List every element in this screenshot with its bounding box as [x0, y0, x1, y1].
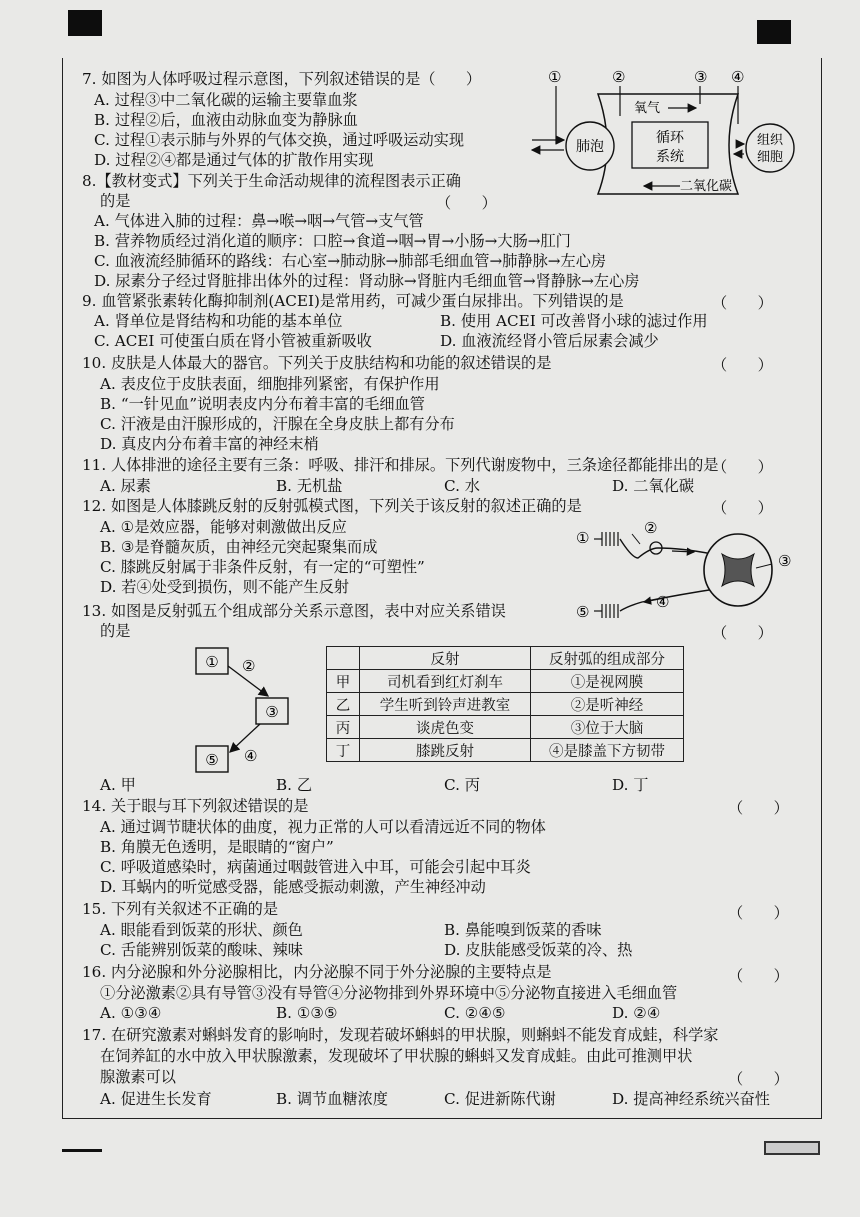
reflex-table	[326, 646, 684, 762]
table-row	[327, 716, 684, 739]
q13-option-a: A. 甲	[100, 776, 136, 794]
q13-stem-2: 的是	[100, 622, 131, 640]
q10-option-d: D. 真皮内分布着丰富的神经末梢	[100, 435, 319, 453]
table-header-row	[327, 647, 684, 670]
q15-answer-paren: （ ）	[728, 904, 789, 922]
q12-option-c: C. 膝跳反射属于非条件反射，有一定的“可塑性”	[100, 558, 425, 576]
table-cell: ④是膝盖下方韧带	[531, 739, 684, 762]
q17-option-a: A. 促进生长发育	[100, 1090, 212, 1108]
q15-option-c: C. 舌能辨别饭菜的酸味、辣味	[100, 941, 303, 959]
q15-stem: 15. 下列有关叙述不正确的是	[82, 900, 279, 918]
table-cell: 乙	[327, 693, 360, 716]
q14-answer-paren: （ ）	[728, 799, 789, 817]
q8-option-a: A. 气体进入肺的过程：鼻→喉→咽→气管→支气管	[94, 212, 424, 230]
table-row	[327, 670, 684, 693]
tissue-label-2: 细胞	[756, 150, 784, 165]
circulation-label-2: 系统	[656, 149, 684, 165]
label-3: ③	[694, 68, 708, 86]
q12-answer-paren: （ ）	[712, 499, 773, 517]
table-cell: 丙	[327, 716, 360, 739]
reflex-label-2: ②	[644, 519, 658, 537]
q12-option-d: D. 若④处受到损伤，则不能产生反射	[100, 578, 350, 596]
q8-stem: 8.【教材变式】下列关于生命活动规律的流程图表示正确	[82, 172, 461, 190]
table-cell: ①是视网膜	[531, 670, 684, 693]
q9-option-d: D. 血液流经肾小管后尿素会减少	[440, 332, 659, 350]
q11-option-c: C. 水	[444, 477, 480, 495]
alveoli-label: 肺泡	[576, 139, 604, 155]
q7-option-a: A. 过程③中二氧化碳的运输主要靠血浆	[94, 91, 358, 109]
reflex-label-1: ①	[576, 529, 590, 547]
q10-answer-paren: （ ）	[712, 356, 773, 374]
q17-option-d: D. 提高神经系统兴奋性	[612, 1090, 770, 1108]
q12-option-a: A. ①是效应器，能够对刺激做出反应	[100, 518, 347, 536]
q11-option-d: D. 二氧化碳	[612, 477, 695, 495]
q7-option-b: B. 过程②后，血液由动脉血变为静脉血	[94, 111, 358, 129]
q17-option-b: B. 调节血糖浓度	[276, 1090, 388, 1108]
q14-option-d: D. 耳蜗内的听觉感受器，能感受振动刺激，产生神经冲动	[100, 878, 486, 896]
table-header	[327, 647, 360, 670]
q15-option-d: D. 皮肤能感受饭菜的冷、热	[444, 941, 633, 959]
reflex-arc-block-diagram	[190, 646, 300, 776]
q9-option-a: A. 肾单位是肾结构和功能的基本单位	[94, 312, 343, 330]
q15-option-a: A. 眼能看到饭菜的形状、颜色	[100, 921, 303, 939]
q17-stem-2: 在饲养缸的水中放入甲状腺激素，发现破坏了甲状腺的蝌蚪又发育成蛙。由此可推测甲状	[100, 1047, 693, 1065]
bottom-rule	[62, 1149, 102, 1152]
q12-stem: 12. 如图是人体膝跳反射的反射弧模式图，下列关于该反射的叙述正确的是	[82, 497, 582, 515]
label-4: ④	[731, 68, 745, 86]
q9-option-c: C. ACEI 可使蛋白质在肾小管被重新吸收	[94, 332, 372, 350]
q11-option-a: A. 尿素	[100, 477, 151, 495]
table-cell: ③位于大脑	[531, 716, 684, 739]
q9-answer-paren: （ ）	[712, 294, 773, 312]
q16-option-a: A. ①③④	[100, 1004, 162, 1022]
q16-stem: 16. 内分泌腺和外分泌腺相比，内分泌腺不同于外分泌腺的主要特点是	[82, 963, 552, 981]
link-label-4: ④	[244, 747, 258, 765]
table-row	[327, 693, 684, 716]
q8-answer-paren: （ ）	[436, 194, 497, 212]
q7-option-c: C. 过程①表示肺与外界的气体交换，通过呼吸运动实现	[94, 131, 465, 149]
q11-answer-paren: （ ）	[712, 458, 773, 476]
table-cell: 司机看到红灯刹车	[360, 670, 531, 693]
table-cell: 甲	[327, 670, 360, 693]
block-label-3: ③	[265, 703, 279, 721]
q8-option-d: D. 尿素分子经过肾脏排出体外的过程：肾动脉→肾脏内毛细血管→肾静脉→左心房	[94, 272, 640, 290]
tissue-label-1: 组织	[756, 133, 784, 148]
reflex-label-3: ③	[778, 552, 792, 570]
q17-option-c: C. 促进新陈代谢	[444, 1090, 556, 1108]
table-cell: ②是听神经	[531, 693, 684, 716]
q16-option-d: D. ②④	[612, 1004, 661, 1022]
q11-stem: 11. 人体排泄的途径主要有三条：呼吸、排汗和排尿。下列代谢废物中，三条途径都能排出的是	[82, 456, 719, 474]
label-1: ①	[548, 68, 562, 86]
q14-option-c: C. 呼吸道感染时，病菌通过咽鼓管进入中耳，可能会引起中耳炎	[100, 858, 531, 876]
table-row	[327, 739, 684, 762]
q13-option-c: C. 丙	[444, 776, 480, 794]
q12-option-b: B. ③是脊髓灰质，由神经元突起聚集而成	[100, 538, 378, 556]
reflex-label-5: ⑤	[576, 603, 590, 618]
q14-option-b: B. 角膜无色透明，是眼睛的“窗户”	[100, 838, 334, 856]
block-label-5: ⑤	[205, 751, 219, 769]
table-cell: 膝跳反射	[360, 739, 531, 762]
q17-stem-1: 17. 在研究激素对蝌蚪发育的影响时，发现若破坏蝌蚪的甲状腺，则蝌蚪不能发育成蛙，科学家	[82, 1026, 719, 1044]
bottom-right-mark	[764, 1141, 820, 1155]
q17-answer-paren: （ ）	[728, 1070, 789, 1088]
knee-reflex-diagram	[572, 518, 804, 618]
q13-stem: 13. 如图是反射弧五个组成部分关系示意图，表中对应关系错误	[82, 602, 506, 620]
co2-label: 二氧化碳	[680, 179, 733, 194]
link-label-2: ②	[242, 657, 256, 675]
q16-statements: ①分泌激素②具有导管③没有导管④分泌物排到外界环境中⑤分泌物直接进入毛细血管	[100, 984, 678, 1002]
q9-option-b: B. 使用 ACEI 可改善肾小球的滤过作用	[440, 312, 708, 330]
q14-option-a: A. 通过调节睫状体的曲度，视力正常的人可以看清远近不同的物体	[100, 818, 546, 836]
q7-stem: 7. 如图为人体呼吸过程示意图，下列叙述错误的是（ ）	[82, 70, 482, 88]
respiration-diagram	[528, 64, 802, 200]
q8-stem-2: 的是	[100, 192, 131, 210]
q11-option-b: B. 无机盐	[276, 477, 343, 495]
corner-mark-right	[757, 20, 791, 44]
table-cell: 学生听到铃声进教室	[360, 693, 531, 716]
q10-stem: 10. 皮肤是人体最大的器官。下列关于皮肤结构和功能的叙述错误的是	[82, 354, 552, 372]
q10-option-b: B. “一针见血”说明表皮内分布着丰富的毛细血管	[100, 395, 425, 413]
q13-answer-paren: （ ）	[712, 624, 773, 642]
q17-stem-3: 腺激素可以	[100, 1068, 176, 1086]
oxygen-label: 氧气	[634, 101, 661, 116]
q16-option-b: B. ①③⑤	[276, 1004, 338, 1022]
table-cell: 谈虎色变	[360, 716, 531, 739]
q13-option-b: B. 乙	[276, 776, 313, 794]
q7-option-d: D. 过程②④都是通过气体的扩散作用实现	[94, 151, 374, 169]
q10-option-a: A. 表皮位于皮肤表面，细胞排列紧密，有保护作用	[100, 375, 440, 393]
q14-stem: 14. 关于眼与耳下列叙述错误的是	[82, 797, 309, 815]
corner-mark-left	[68, 10, 102, 36]
q9-stem: 9. 血管紧张素转化酶抑制剂(ACEI)是常用药，可减少蛋白尿排出。下列错误的是	[82, 292, 624, 310]
table-header: 反射弧的组成部分	[531, 647, 684, 670]
circulation-label-1: 循环	[656, 130, 684, 146]
q8-option-c: C. 血液流经肺循环的路线：右心室→肺动脉→肺部毛细血管→肺静脉→左心房	[94, 252, 607, 270]
table-header: 反射	[360, 647, 531, 670]
q8-option-b: B. 营养物质经过消化道的顺序：口腔→食道→咽→胃→小肠→大肠→肛门	[94, 232, 571, 250]
reflex-label-4: ④	[656, 593, 670, 611]
q13-option-d: D. 丁	[612, 776, 649, 794]
q16-option-c: C. ②④⑤	[444, 1004, 506, 1022]
q15-option-b: B. 鼻能嗅到饭菜的香味	[444, 921, 602, 939]
block-label-1: ①	[205, 653, 219, 671]
label-2: ②	[612, 68, 626, 86]
table-cell: 丁	[327, 739, 360, 762]
q16-answer-paren: （ ）	[728, 967, 789, 985]
q10-option-c: C. 汗液是由汗腺形成的，汗腺在全身皮肤上都有分布	[100, 415, 455, 433]
